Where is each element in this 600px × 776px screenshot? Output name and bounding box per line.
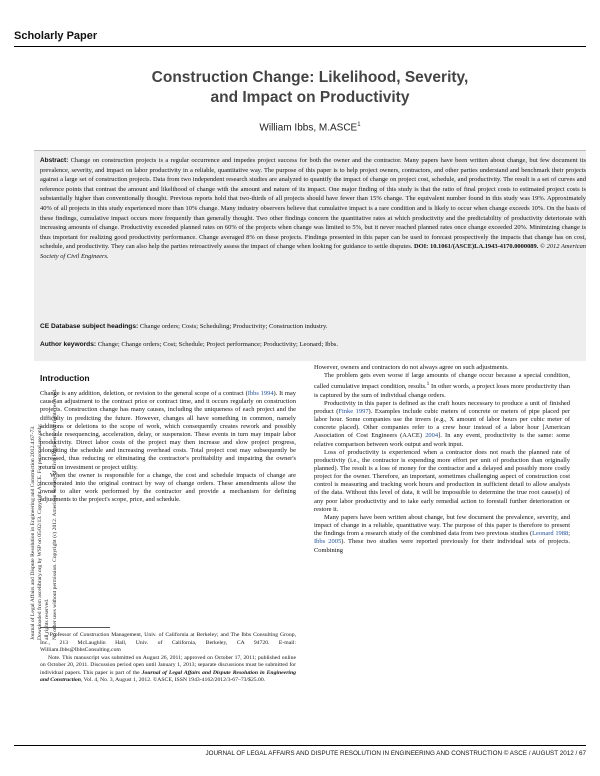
right-p2-text-a: Productivity in this paper is defined as the craft hours necessary to produce a unit of finished product ( (314, 399, 570, 415)
introduction-heading: Introduction (40, 373, 90, 383)
header-rule (14, 46, 586, 47)
footer-rule (14, 745, 586, 746)
keywords-label: Author keywords: (40, 341, 97, 348)
abstract-copyright: © 2012 American Society of Civil Engineers. (40, 243, 587, 260)
left-column (40, 374, 296, 504)
abstract-text: Change on construction projects is a regular occurrence and impedes project success for both the owner and the contractor. Many papers have been written about change, but few document its prevalence, severity, and impact on labor productivity in a reliable, quantitative way. The purpose of this paper is to help project owners, contractors, and other parties understand and benchmark their projects against a large set of construction projects. Data from two independent research studies are analyzed to quantify the impact of change on project cost, schedule, and productivity. The result is a set of curves and reference points that contrast the amount and likelihood of change with the amount and nature of its impact. One major finding of this study is that the ratio of final project costs to estimated project costs is substantially higher than conventionally thought. Previous reports hold that two-thirds of all projects should have fewer than 15% change. The equivalent number found in this study was 19%. Approximately 40% of all projects in this study experienced more than 10% change. Many industry observers believe that cumulative impact is a rare condition and is likely to occur when change exceeds 10%. On the basis of these findings, cumulative impact occurs more frequently than generally thought. Two other findings concern the quantitative rates at which productivity and the predictability of productivity deteriorate with increasing amounts of change. Productivity exceeded planned rates on 60% of the projects when change was limited to 5%, but it never reached planned rates once change exceeded 20%. Minimizing change is thus important for realizing good productivity performance. Change averaged 8% on these projects. Findings presented in this paper can be used to forecast prospectively the impacts that change has on cost, schedule, and productivity. They can also help the parties retroactively assess the impact of change when looking for guidance to settle disputes. (40, 157, 586, 251)
abstract-doi[interactable]: DOI: 10.1061/(ASCE)LA.1943-4170.0000089. (414, 243, 539, 251)
footnotes (40, 632, 296, 685)
keywords-text: Change; Change orders; Cost; Schedule; Project performance; Productivity; Leonard; Ibbs. (97, 341, 338, 348)
right-paragraph-0: However, owners and contractors do not always agree on such adjustments. (314, 364, 509, 371)
author-footnote-mark: 1 (357, 122, 361, 128)
right-column (314, 364, 570, 555)
right-p2-text-b: ). Examples include cubic meters of concrete or meters of pipe placed per labor hour. Some companies use the invers (e.g., X amount of labor hours per cubic meter of concrete placed). Other companies refer to a crew hour instead of a labor hour [American Association of Cost Engineers (AACE) (314, 407, 570, 440)
right-p1-text-a: The problem gets even worse if large amounts of change occur because a special condition, called cumulative impact condition, results. (314, 372, 570, 391)
intro-paragraph-2: When the owner is responsible for a change, the cost and schedule impacts of change are incorporated into the original contract by way of change orders. These amendments allow the owner to alter work performed by the contractor and provide a mechanism for defining adjustments to the project's scope, price, and schedule. (40, 471, 296, 504)
right-p4-text-b: ). These two studies were reported previously for their individual sets of projects. Combining (314, 538, 570, 554)
side-notice-line-3: all rights reserved. (44, 598, 51, 640)
note-text-b: , Vol. 4, No. 3, August 1, 2012. ©ASCE, ISSN 1943-4162/2012/3-67–73/$25.00. (80, 677, 266, 683)
side-notice-line-2: Downloaded from ascelibrary.org by WSP on 05/02/13. Copyright ASCE. For personal use only; (37, 423, 44, 640)
right-p1-text-b: In other words, a project loses more productivity than is captured by the sum of individual change orders. (314, 383, 570, 399)
abstract-label: Abstract: (40, 157, 69, 164)
footnote-note (40, 655, 296, 685)
footnote-rule (40, 627, 110, 628)
footnote-affiliation: ¹Professor of Construction Management, Univ. of California at Berkeley; and The Ibbs Consulting Group, Inc., 213 McLaughlin Hall, Univ. of California, Berkeley, CA 94720. E-mail: William.Ibbs@IbbsConsulting.com (40, 632, 296, 653)
ref-aace-2004[interactable]: 2004 (425, 432, 439, 440)
author-line (60, 122, 560, 133)
intro-p1-text-b: ). It may cause an adjustment to the contract price or contract time, and it occurs regularly on construction projects. Construction change has many causes, including the uniqueness of each project and the difficulty in predicting the future. However, changes all have something in common, namely additions or deletions to the scope of work, which consequently creates rework and possibly schedule resequencing, acceleration, delay, or suspension. These events in turn may impair labor productivity. Direct labor costs of the project may then increase and slow project progress, elongating the schedule and increasing overhead costs. Total project cost may subsequently be increased, thus reducing or eliminating the contractor's profitability and impairing the owner's return on investment or project utility. (40, 390, 296, 471)
ref-finke-1997[interactable]: Finke 1997 (338, 407, 369, 415)
title-line-1: Construction Change: Likelihood, Severity, (151, 69, 469, 86)
page-footer: JOURNAL OF LEGAL AFFAIRS AND DISPUTE RESOLUTION IN ENGINEERING AND CONSTRUCTION © ASCE / AUGUST 2012 / 67 (205, 750, 586, 757)
side-notice-line-1: Journal of Legal Affairs and Dispute Resolution in Engineering and Construction 2012.4:67-73. (30, 425, 36, 640)
intro-paragraph-1 (40, 390, 296, 472)
title-line-2: and Impact on Productivity (210, 89, 410, 106)
side-notice-line-4: No other uses without permission. Copyright (c) 2012. American Society of Civil Engineers. All rights reserved. (51, 388, 58, 640)
note-journal-name: Journal of Legal Affairs and Dispute Resolution in Engineering and Construction (40, 669, 297, 683)
right-p4-separator: ; (568, 530, 570, 538)
author-name: William Ibbs, M.ASCE (259, 122, 358, 134)
intro-p1-text-a: Change is any addition, deletion, or revision to the general scope of a contract ( (40, 390, 248, 398)
ref-ibbs-2005[interactable]: Ibbs 2005 (314, 538, 342, 546)
right-paragraph-1 (314, 372, 570, 400)
right-paragraph-3: Loss of productivity is experienced when a contractor does not reach the planned rate of productivity (i.e., the contractor is expending more effort per unit of production than originally planned). The result is a loss of money for the contractor and a delayed and possibly more costly project for the owner. Therefore, an important, sometimes challenging aspect of construction cost control is measuring and tracking work hours and production in sufficient detail to allow analysis of the data. Without this level of data, it will be impossible to determine the true root cause(s) of any poor labor productivity and to take early remedial action to forestall further deterioration or restore it. (314, 448, 570, 513)
side-download-notice (2, 220, 58, 640)
right-p4-text-a: Many papers have been written about change, but few document the prevalence, severity, and impact of change in a reliable, quantitative way. The purpose of this paper is therefore to present the findings from a research study of the combined data from two previous studies ( (314, 513, 570, 538)
abstract (40, 156, 586, 262)
ce-headings-text: Change orders; Costs; Scheduling; Productivity; Construction industry. (139, 323, 328, 330)
section-kicker: Scholarly Paper (14, 30, 98, 42)
ce-subject-headings (40, 322, 586, 331)
right-paragraph-4 (314, 514, 570, 555)
note-text-a: Note. This manuscript was submitted on August 26, 2011; approved on October 17, 2011; published online on October 20, 2011. Discussion period open until January 1, 2013; separate discussions must be submitted for individual papers. This paper is part of the (40, 654, 296, 676)
right-paragraph-2 (314, 400, 570, 449)
author-keywords (40, 340, 586, 349)
ref-leonard-1988[interactable]: Leonard 1988 (532, 530, 569, 538)
paper-title (60, 68, 560, 108)
ce-headings-label: CE Database subject headings: (40, 323, 139, 330)
right-p1-footnote-mark: 1 (426, 381, 430, 388)
ref-ibbs-1994[interactable]: Ibbs 1994 (247, 390, 274, 398)
right-p2-text-c: ]. In any event, productivity is the same: some relative comparison between work output and work input. (314, 432, 570, 448)
